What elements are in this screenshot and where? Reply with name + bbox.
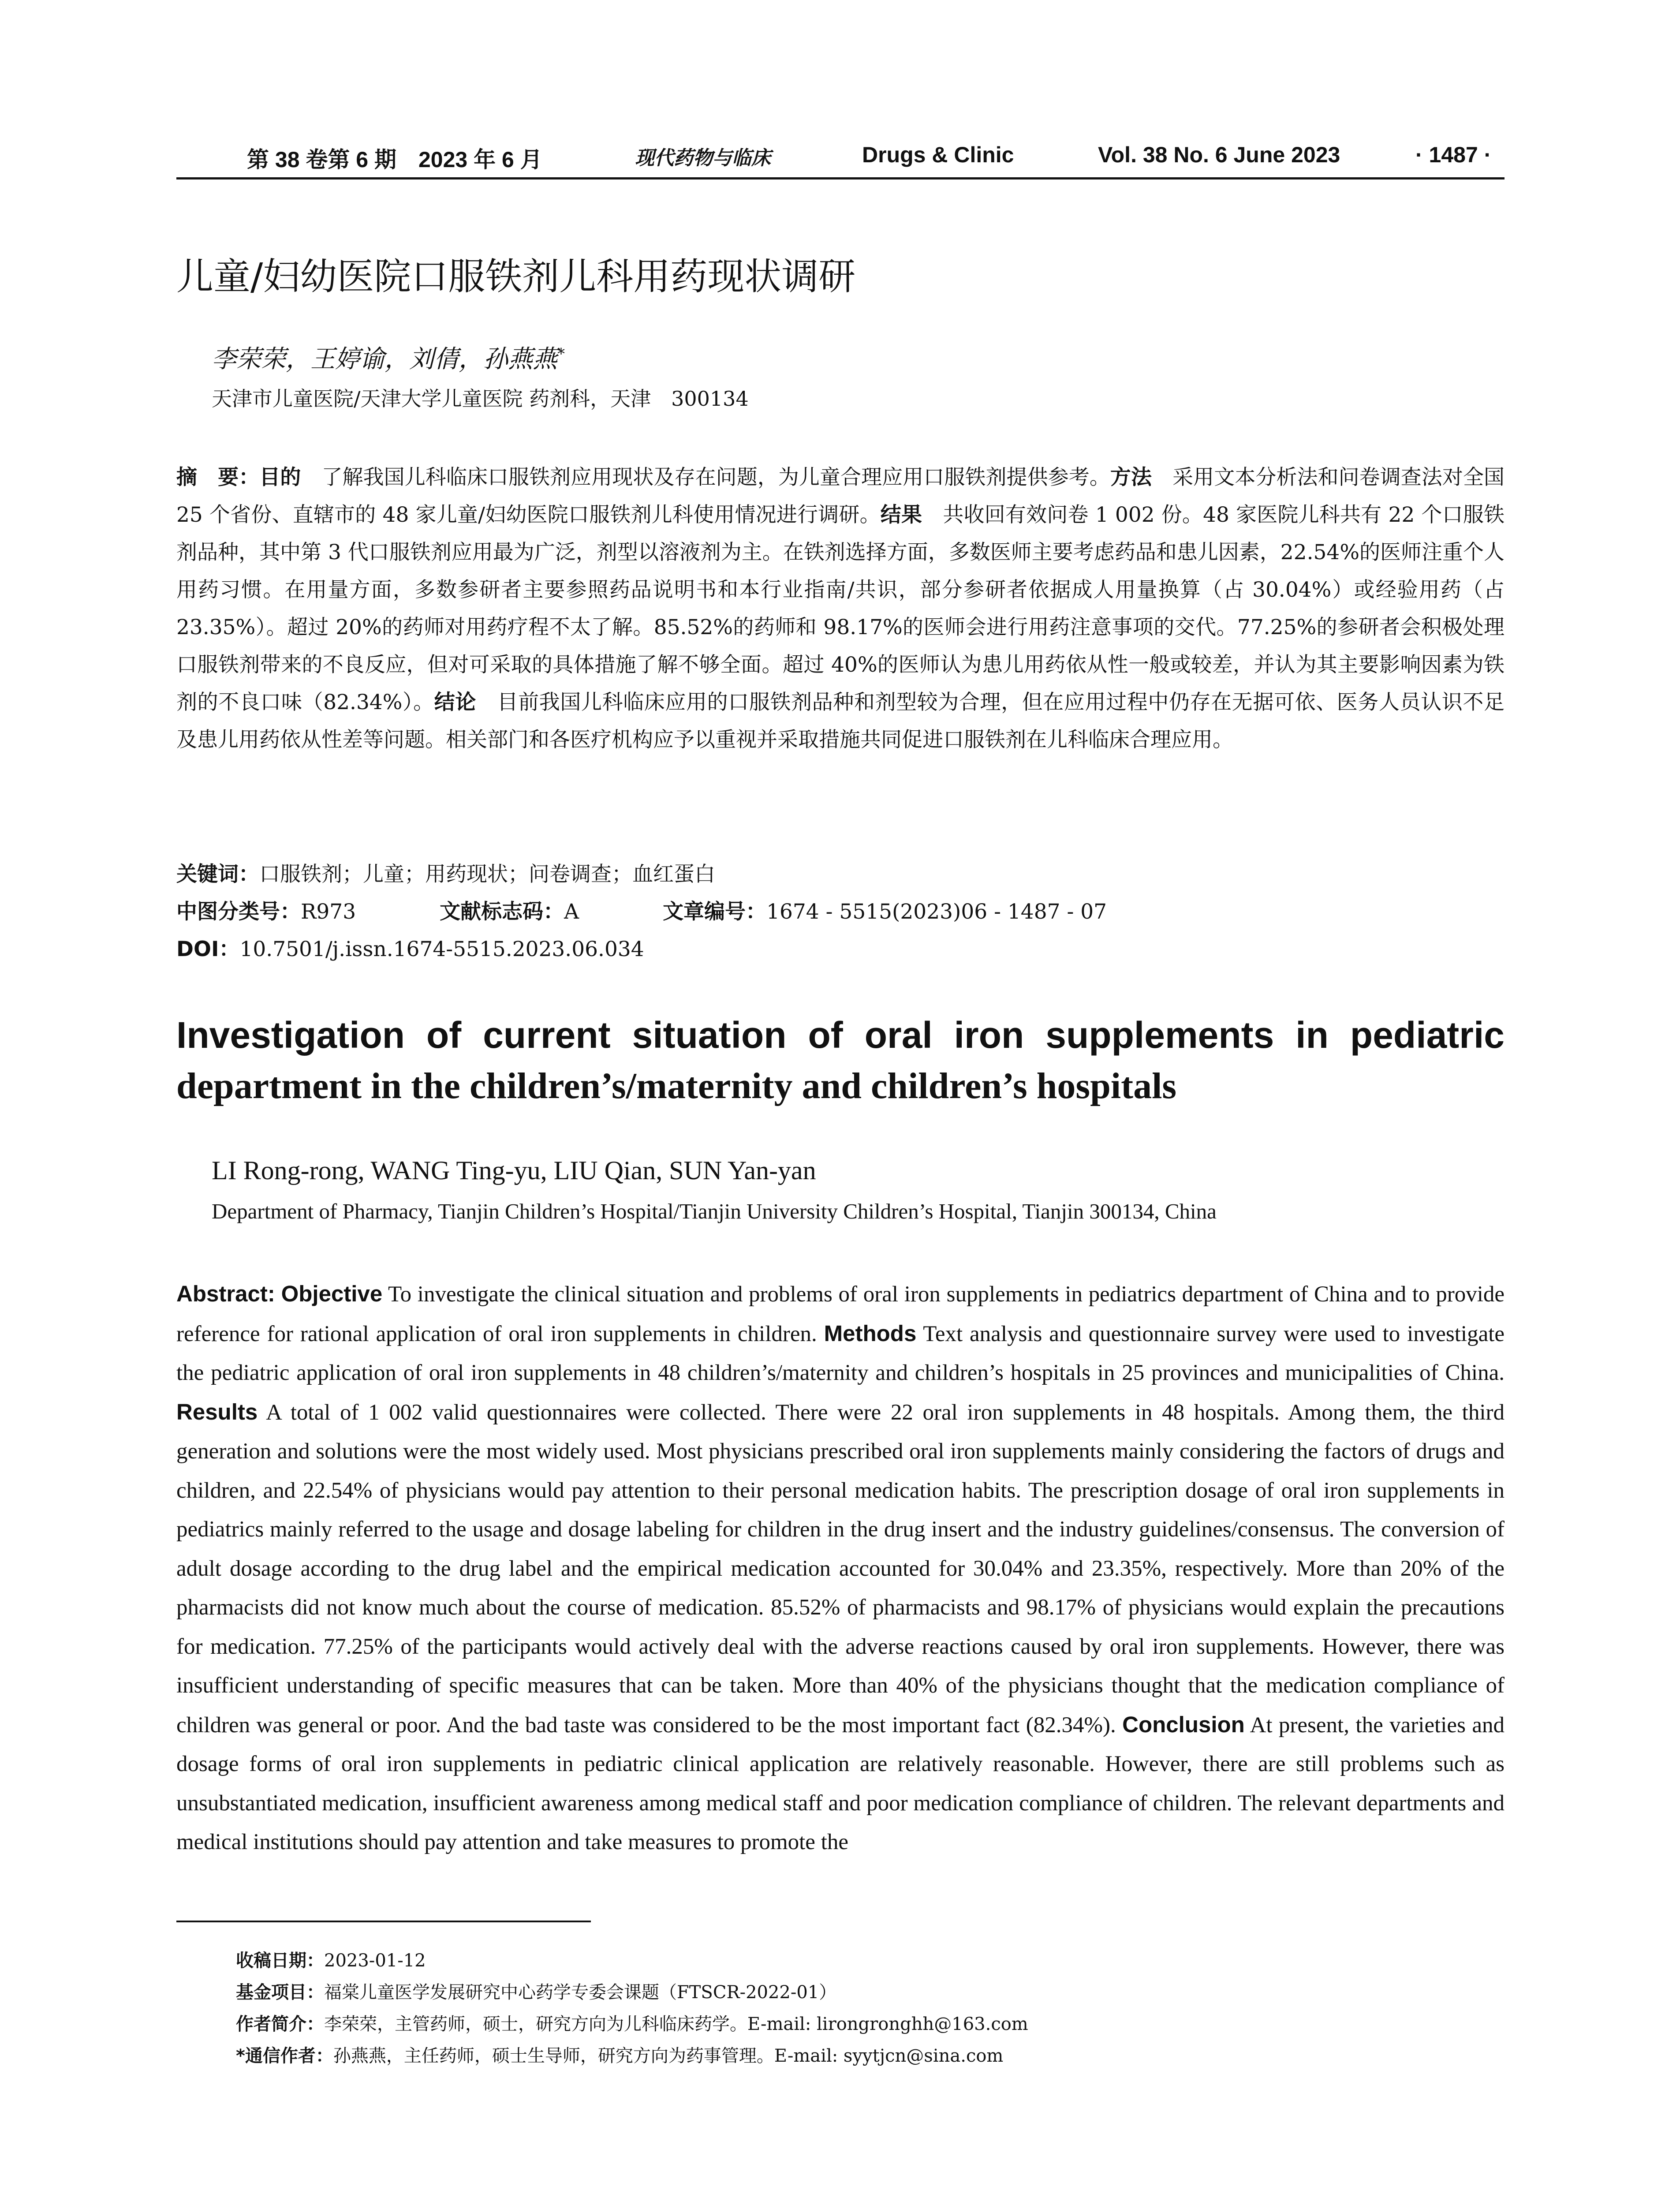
en-results-label: Results (176, 1399, 258, 1424)
doi-value: 10.7501/j.issn.1674-5515.2023.06.034 (239, 937, 644, 961)
fund-text: 福棠儿童医学发展研究中心药学专委会课题（FTSCR-2022-01） (324, 1982, 837, 2003)
page-number: · 1487 · (1415, 142, 1492, 167)
chinese-affiliation: 天津市儿童医院/天津大学儿童医院 药剂科，天津 300134 (212, 387, 749, 411)
chinese-abstract (176, 459, 1505, 759)
doc-code-value: A (564, 900, 579, 924)
en-methods-text: Text analysis and questionnaire survey were used to investigate the pediatric application of oral iron supplements in 48 children’s/maternity and children’s hospitals in 25 provinces and municipalities of China. (176, 1321, 1505, 1385)
en-results-text: A total of 1 002 valid questionnaires were collected. There were 22 oral iron supplements in 48 hospitals. Among them, the third generation and solutions were the most widely used. Most physicians prescribed oral iron supplements mainly considering the factors of drugs and children, and 22.54% of physicians would pay attention to their personal medication habits. The prescription dosage of oral iron supplements in pediatrics mainly referred to the usage and dosage labeling for children in the drug insert and the industry guidelines/consensus. The conversion of adult dosage according to the drug label and the empirical medication accounted for 30.04% and 23.35%, respectively. More than 20% of the pharmacists did not know much about the course of medication. 85.52% of pharmacists and 98.17% of physicians would explain the precautions for medication. 77.25% of the participants would actively deal with the adverse reactions caused by oral iron supplements. However, there was insufficient understanding of specific measures that can be taken. More than 40% of the physicians thought that the medication compliance of children was general or poor. And the bad taste was considered to be the most important fact (82.34%). (176, 1400, 1505, 1738)
en-conclusion-label: Conclusion (1122, 1712, 1245, 1737)
author-bio-label: 作者简介： (236, 2014, 324, 2034)
en-objective-label: Objective (281, 1281, 383, 1306)
author-bio-text: 李荣荣，主管药师，硕士，研究方向为儿科临床药学。E-mail: lirongronghh@163.com (324, 2014, 1028, 2034)
methods-text: 采用文本分析法和问卷调查法对全国 25 个省份、直辖市的 48 家儿童/妇幼医院口服铁剂儿科使用情况进行调研。 (176, 465, 1505, 527)
doi-label: DOI： (176, 937, 240, 961)
footnotes (236, 1945, 1028, 2072)
journal-name-cn: 现代药物与临床 (635, 147, 771, 169)
english-abstract (176, 1274, 1505, 1862)
received-date: 2023-01-12 (324, 1951, 426, 1971)
received-label: 收稿日期： (236, 1951, 324, 1971)
english-affiliation: Department of Pharmacy, Tianjin Children’s Hospital/Tianjin University Children’s Hospital, Tianjin 300134, China (212, 1199, 1217, 1223)
header-rule (176, 177, 1505, 179)
en-objective-text: To investigate the clinical situation and problems of oral iron supplements in pediatrics department of China and to provide reference for rational application of oral iron supplements in children. (176, 1282, 1505, 1346)
issue-cn: 第 38 卷第 6 期 2023 年 6 月 (247, 147, 542, 172)
doc-code-label: 文献标志码： (440, 900, 564, 924)
conclusion-text: 目前我国儿科临床应用的口服铁剂品种和剂型较为合理，但在应用过程中仍存在无据可依、医务人员认识不足及患儿用药依从性差等问题。相关部门和各医疗机构应予以重视并采取措施共同促进口服铁剂在儿科临床合理应用。 (176, 690, 1505, 752)
en-abstract-label: Abstract: (176, 1281, 275, 1306)
keywords (176, 858, 715, 887)
corresponding-text: 孙燕燕，主任药师，硕士生导师，研究方向为药事管理。E-mail: syytjcn@sina.com (333, 2046, 1004, 2066)
keywords-label: 关键词： (176, 862, 259, 886)
article-no-label: 文章编号： (663, 900, 767, 924)
english-title (176, 1010, 1505, 1111)
chinese-authors (212, 340, 565, 375)
en-methods-label: Methods (824, 1320, 917, 1346)
results-text: 共收回有效问卷 1 002 份。48 家医院儿科共有 22 个口服铁剂品种，其中第 3 代口服铁剂应用最为广泛，剂型以溶液剂为主。在铁剂选择方面，多数医师主要考虑药品和患儿因素，22.54%的医师注重个人用药习惯。在用量方面，多数参研者主要参照药品说明书和本行业指南/共识，部分参研者依据成人用量换算（占 30.04%）或经验用药（占 23.35%）。超过 20%的药师对用药疗程不太了解。85.52%的药师和 98.17%的医师会进行用药注意事项的交代。77.25%的参研者会积极处理口服铁剂带来的不良反应，但对可采取的具体措施了解不够全面。超过 40%的医师认为患儿用药依从性一般或较差，并认为其主要影响因素为铁剂的不良口味（82.34%）。 (176, 503, 1505, 714)
results-label: 结果 (880, 503, 922, 527)
conclusion-label: 结论 (434, 690, 476, 714)
article-no-value: 1674 - 5515(2023)06 - 1487 - 07 (766, 900, 1107, 924)
keywords-text: 口服铁剂；儿童；用药现状；问卷调查；血红蛋白 (259, 862, 715, 886)
objective-text: 了解我国儿科临床口服铁剂应用现状及存在问题，为儿童合理应用口服铁剂提供参考。 (301, 465, 1110, 490)
classification-line (176, 895, 1107, 925)
english-title-line-2: department in the children’s/maternity and children’s hospitals (176, 1065, 1177, 1106)
footnote-received (236, 1945, 1028, 1977)
footnote-rule (176, 1921, 591, 1922)
methods-label: 方法 (1110, 465, 1152, 490)
clc-label: 中图分类号： (176, 900, 301, 924)
en-conclusion-text: At present, the varieties and dosage forms of oral iron supplements in pediatric clinical application are relatively reasonable. However, there are still problems such as unsubstantiated medication, insufficient awareness among medical staff and poor medication compliance of children. The relevant departments and medical institutions should pay attention and take measures to promote the (176, 1712, 1505, 1854)
objective-label: 目的 (259, 465, 301, 490)
chinese-author-list: 李荣荣，王婷谕，刘倩，孙燕燕 (212, 345, 557, 374)
english-title-line-1: Investigation of current situation of oral iron supplements in pediatric (176, 1014, 1505, 1056)
abstract-label: 摘 要： (176, 465, 260, 490)
corresponding-label: *通信作者： (236, 2046, 333, 2066)
clc-value: R973 (301, 900, 356, 924)
journal-name-en: Drugs & Clinic (862, 142, 1014, 167)
chinese-title: 儿童/妇幼医院口服铁剂儿科用药现状调研 (176, 255, 856, 298)
footnote-corresponding (236, 2040, 1028, 2072)
doi-line (176, 933, 644, 962)
corresponding-mark: * (557, 345, 565, 363)
issue-en: Vol. 38 No. 6 June 2023 (1098, 142, 1340, 167)
english-authors: LI Rong-rong, WANG Ting-yu, LIU Qian, SUN Yan-yan (212, 1156, 816, 1185)
fund-label: 基金项目： (236, 1982, 324, 2003)
footnote-author (236, 2008, 1028, 2040)
footnote-fund (236, 1977, 1028, 2008)
running-header (176, 142, 1505, 174)
